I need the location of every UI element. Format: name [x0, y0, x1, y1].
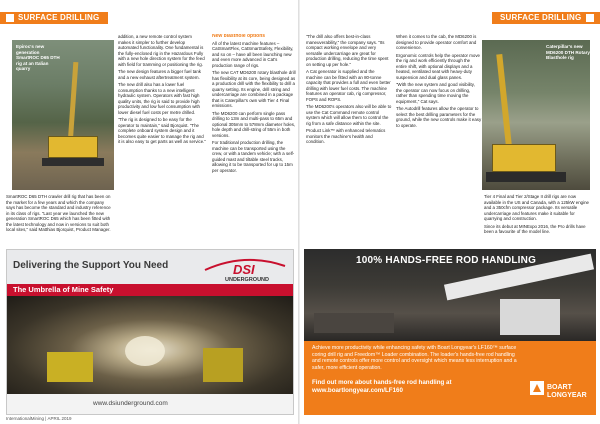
track-shape [42, 158, 104, 166]
boart-logo-text: LONGYEAR [547, 392, 587, 399]
paragraph: When it comes to the cab, the MD6200 is designed to provide operator comfort and convenience. [396, 34, 477, 50]
paragraph: The MD6200's operators also will be able to use the Cat Command remote control system which will allow them to control the rig from a safe distance within the site. [306, 104, 392, 126]
photo-caption-right: Caterpillar's new MD6200 DTH Rotary Blasthole rig [546, 44, 590, 61]
section-title: SURFACE DRILLING [500, 13, 582, 22]
paragraph: The new design features a bigger fuel tank and a new exhaust aftertreatment system. [118, 69, 201, 80]
paragraph: The MD6200 can perform single pass drilling to 13m and multi-pass to 65m and optional 305mm to 578mm diameter holes, hole depth and drill-string of 55m in both versions. [212, 110, 296, 138]
section-header-left [0, 12, 108, 24]
tunnel-light-shape [125, 336, 165, 366]
article-column-1 [6, 194, 112, 246]
paragraph: "The rig is designed to be easy for the operator to maintain," said Bjorquist. "The complete onboard system design and it becomes quite easier to manage the rig and it is also easy to get parts as well as service." [118, 117, 206, 144]
paragraph: A Cat generator is supplied and the machine can be fitted with an 80-tonne capacity that provides a full and even better drilling with lower fuel costs. The machine features an operator cab, rig compressor, FOPS and ROPS. [306, 69, 391, 102]
track-shape [486, 172, 566, 182]
paragraph: "The drill also offers best-in-class maneuverability," the company says. "Its compact working envelope and very versatile undercarriage are great for production drilling, reducing the time spent on setting up per hole." [306, 34, 389, 67]
drill-body-shape [48, 136, 98, 158]
ad-cta-text: Find out more about hands-free rod handling at [312, 379, 452, 386]
paragraph: Ergonomic controls help the operator move the rig and work efficiently through the entire shift, with optional displays and a heated, ventilated seat with heavy-duty suspension and dual glass panes. [396, 52, 480, 80]
article-column-6 [484, 194, 594, 250]
article-column-4 [306, 34, 392, 246]
rig-shape [500, 299, 560, 335]
header-square-icon [586, 14, 594, 22]
machine-shape [47, 352, 93, 382]
paragraph: The Autodrill features allow the operator to select the best drilling parameters for the ground, while the new controls make it easy to operate. [396, 106, 482, 128]
dsi-advertisement[interactable] [6, 249, 294, 415]
paragraph: All of the latest machine features – CatSmartFlex, CatSmartSafety, Flexibility, and so on – have all been launching new and even more advanced in Cat's production range of rigs. [212, 40, 294, 68]
paragraph: Since its debut at MINExpo 2016, the Pro drills have been a favourite of the model line. [484, 223, 586, 234]
drill-rig-photo-right [482, 40, 590, 190]
boart-longyear-advertisement[interactable] [304, 249, 596, 415]
article-column-3 [212, 34, 296, 246]
ad-tagline-strip [7, 284, 294, 296]
right-page [300, 0, 600, 424]
dsi-logo [203, 256, 287, 282]
ad-url-link[interactable]: www.dsiunderground.com [93, 400, 168, 407]
paragraph: The new drill also has a lower fuel consumption thanks to a new intelligent hydraulic system. Operators with fast high quality units, the rig is said to provide high productivity and low fuel consumption with lower diesel fuel costs per metre drilled. [118, 82, 201, 115]
article-column-5 [396, 34, 482, 246]
section-header-right [492, 12, 600, 24]
ad-body-text: Achieve more productivity while enhancing safety with Boart Longyear's LF160™ surface coring drill rig and Freedom™ Loader combination. The loader's hands-free rod handling and remote controls offer more control and oversight which means less interruption and a safer, more efficient operation. [312, 345, 517, 371]
paragraph: Product Link™ with enhanced telematics monitors the machine's health and condition. [306, 128, 386, 144]
drill-body-shape [492, 144, 556, 172]
machine-shape [203, 348, 243, 382]
ad-tagline: The Umbrella of Mine Safety [13, 285, 114, 294]
ad-footer [7, 394, 294, 414]
ad-url-link[interactable]: www.boartlongyear.com/LF160 [312, 386, 403, 394]
paragraph: Tier 4 Final and Tier 2/Stage II drill rigs are now available in the US and Canada, with a 125kW engine and a 350cfm compressor package. Its versatile undercarriage and features make it suitable for quarrying and construction. [484, 194, 589, 221]
dsi-logo-subtext: UNDERGROUND [225, 277, 269, 282]
boart-longyear-logo [530, 379, 592, 401]
tunnel-photo [7, 296, 294, 394]
paragraph: addition, a new remote control system makes it simpler to further develop automated functionality. One fundamental is the fully-enclosed rig in the Hazardous Fully with a new hole direction system for the feed with field for tramming or positioning the rig. [118, 34, 205, 67]
boart-logo-text: BOART [547, 384, 572, 391]
rock-shape [314, 313, 394, 333]
ad-call-to-action [312, 379, 524, 394]
page-folio: InternationalMining | APRIL 2019 [6, 416, 72, 421]
ad-headline: 100% HANDS-FREE ROD HANDLING [356, 255, 537, 266]
article-column-2 [118, 34, 206, 246]
section-title: SURFACE DRILLING [18, 13, 100, 22]
ad-headline: Delivering the Support You Need [13, 260, 169, 271]
dsi-logo-text: DSI [233, 262, 255, 277]
header-square-icon [6, 14, 14, 22]
paragraph: "With the new system and good visibility, the operator can now focus on drilling, rather than spending time moving the equipment," Cat says. [396, 82, 475, 104]
paragraph: SmartROC D65 DTH crawler drill rig that has been on the market for a few years and which the company says has become the standard and industry reference in its class of rigs. "Last year we launched the new generation SmartROC D65 which has been fitted with the latest technology and now in versions to suit both local sites," said Matthias Bjorquist, Product Manager. [6, 194, 111, 232]
paragraph: The new CAT MD6200 rotary blasthole drill has flexibility at its core, being designed as a production drill with the flexibility to drill a quarry setting. Its engine, drill string and undercarriage are combined in a package that is Caterpillar's own with Tier 4 Final emissions. [212, 70, 296, 108]
subheading: New blasthole options [212, 34, 266, 39]
drill-rig-photo-left [12, 40, 114, 190]
paragraph: For traditional production drilling, the machine can be transported using the crew, or with a tandem vehicle; with a self-guided mast and tiltable steel tracks, allowing it to be transported for up to 15m per operator. [212, 140, 295, 173]
photo-caption-left: Epiroc's new generation SmartROC D65 DTH rig at an Italian quarry [16, 44, 60, 72]
